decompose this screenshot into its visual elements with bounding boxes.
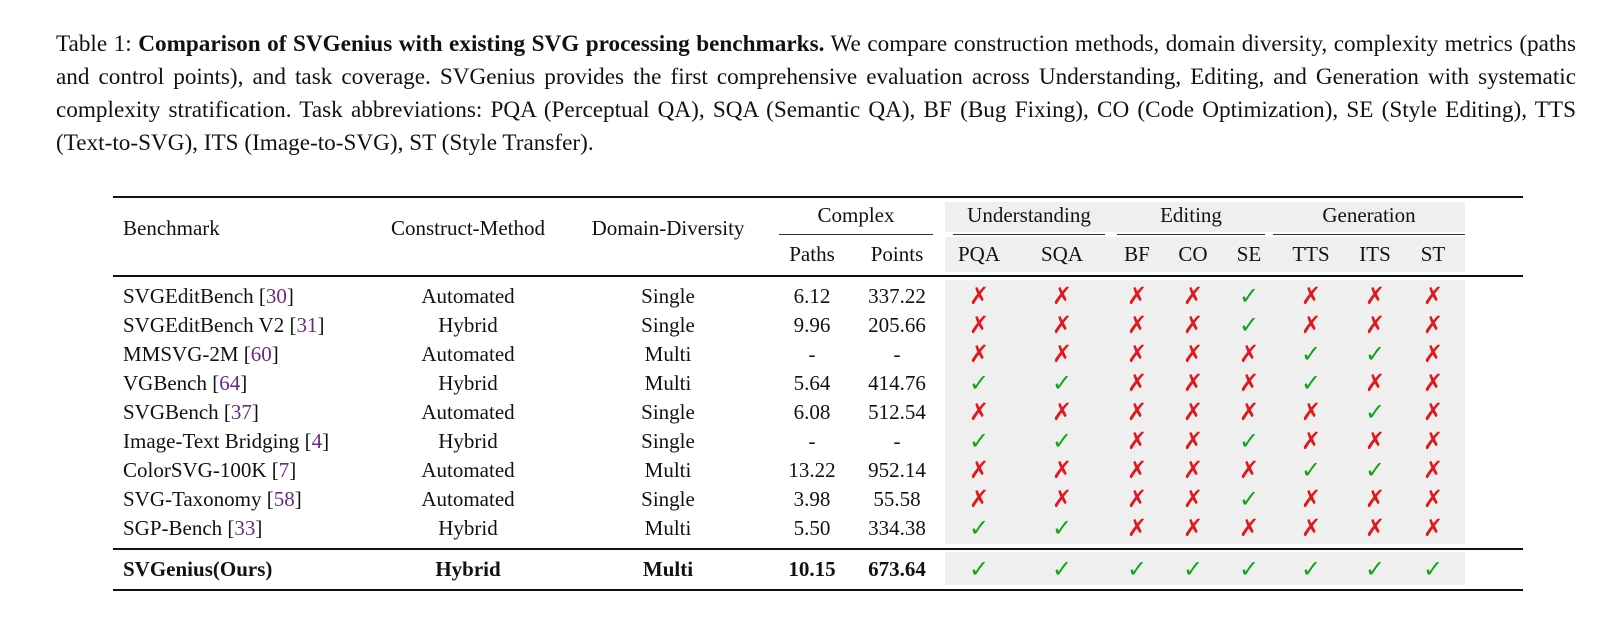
paths-cell: 6.12 — [793, 284, 831, 308]
cross-icon: ✗ — [1182, 282, 1204, 310]
cross-icon: ✗ — [1051, 456, 1073, 484]
benchmark-name-text: ColorSVG-100K — [123, 458, 267, 482]
benchmark-name-text: MMSVG-2M — [123, 342, 239, 366]
points-cell: 952.14 — [868, 458, 926, 482]
cross-icon: ✗ — [1182, 398, 1204, 426]
check-icon: ✓ — [1300, 555, 1322, 583]
check-icon: ✓ — [968, 555, 990, 583]
cross-icon: ✗ — [968, 485, 990, 513]
check-icon: ✓ — [1238, 427, 1260, 455]
cross-icon: ✗ — [968, 340, 990, 368]
domain-diversity-cell: Multi — [644, 516, 692, 540]
cross-icon: ✗ — [1238, 398, 1260, 426]
check-icon: ✓ — [1364, 456, 1386, 484]
cross-icon: ✗ — [1126, 485, 1148, 513]
cross-icon: ✗ — [1422, 514, 1444, 542]
construct-method-cell: Hybrid — [438, 313, 498, 337]
ours-rule — [113, 548, 1523, 550]
domain-diversity-cell: Single — [641, 487, 695, 511]
editing-underline — [1117, 234, 1265, 235]
cross-icon: ✗ — [1126, 340, 1148, 368]
header-task-se: SE — [1236, 242, 1262, 266]
check-icon: ✓ — [1051, 514, 1073, 542]
domain-diversity-cell: Multi — [642, 557, 694, 581]
construct-method-cell: Automated — [421, 342, 515, 366]
cross-icon: ✗ — [968, 311, 990, 339]
header-domain-diversity: Domain-Diversity — [591, 216, 745, 240]
paths-cell: 5.50 — [793, 516, 831, 540]
construct-method-cell: Automated — [421, 284, 515, 308]
benchmark-name-text: SVGEditBench — [123, 284, 254, 308]
cross-icon: ✗ — [1364, 514, 1386, 542]
domain-diversity-cell: Multi — [644, 458, 692, 482]
points-cell: - — [893, 429, 901, 453]
benchmark-name-text: SVGBench — [123, 400, 219, 424]
cross-icon: ✗ — [1300, 427, 1322, 455]
cross-icon: ✗ — [1051, 398, 1073, 426]
understanding-underline — [953, 234, 1105, 235]
check-icon: ✓ — [1051, 555, 1073, 583]
construct-method-cell: Hybrid — [438, 429, 498, 453]
citation-link[interactable]: 33 — [234, 516, 256, 540]
citation-link[interactable]: 60 — [250, 342, 272, 366]
cross-icon: ✗ — [1364, 311, 1386, 339]
benchmark-name: Image-Text Bridging [4] — [123, 429, 330, 453]
citation-link[interactable]: 64 — [219, 371, 241, 395]
citation-link[interactable]: 37 — [230, 400, 252, 424]
check-icon: ✓ — [1126, 555, 1148, 583]
cross-icon: ✗ — [1182, 340, 1204, 368]
cross-icon: ✗ — [1422, 369, 1444, 397]
check-icon: ✓ — [968, 427, 990, 455]
caption-text: We compare construction methods, domain diversity, complexity metrics (paths and control points), and task coverage. SVGenius provides the first comprehensive evaluation across Understanding, Editing, and Generation with systematic complexity stratification. Task abbreviations: PQA (Perceptual QA), SQA (Semantic QA), BF (Bug Fixing), CO (Code Optimization), SE (Style Editing), TTS (Text-to-SVG), ITS (Image-to-SVG), ST (Style Transfer). — [56, 31, 1577, 156]
paths-cell: 3.98 — [793, 487, 831, 511]
paths-cell: 9.96 — [793, 313, 831, 337]
benchmark-name: MMSVG-2M [60] — [123, 342, 279, 366]
header-complex: Complex — [817, 203, 895, 227]
cross-icon: ✗ — [1051, 311, 1073, 339]
header-generation: Generation — [1322, 203, 1416, 227]
benchmark-name-text: SVG-Taxonomy — [123, 487, 262, 511]
check-icon: ✓ — [1364, 555, 1386, 583]
domain-diversity-cell: Single — [641, 313, 695, 337]
paths-cell: 6.08 — [793, 400, 831, 424]
check-icon: ✓ — [1364, 340, 1386, 368]
check-icon: ✓ — [1238, 485, 1260, 513]
paths-cell: 13.22 — [788, 458, 836, 482]
cross-icon: ✗ — [1422, 340, 1444, 368]
caption-title: Comparison of SVGenius with existing SVG processing benchmarks. — [138, 31, 825, 57]
points-cell: 55.58 — [873, 487, 921, 511]
header-task-co: CO — [1178, 242, 1208, 266]
cross-icon: ✗ — [1126, 456, 1148, 484]
complex-underline — [779, 234, 933, 235]
header-points: Points — [870, 242, 924, 266]
construct-method-cell: Automated — [421, 400, 515, 424]
top-rule — [113, 196, 1523, 198]
check-icon: ✓ — [1051, 369, 1073, 397]
check-icon: ✓ — [968, 369, 990, 397]
header-construct-method: Construct-Method — [391, 216, 545, 240]
caption-label: Table 1: — [56, 31, 132, 57]
cross-icon: ✗ — [1238, 514, 1260, 542]
cross-icon: ✗ — [1364, 282, 1386, 310]
cross-icon: ✗ — [1051, 485, 1073, 513]
check-icon: ✓ — [1364, 398, 1386, 426]
header-benchmark: Benchmark — [123, 216, 220, 240]
cross-icon: ✗ — [1238, 369, 1260, 397]
domain-diversity-cell: Multi — [644, 371, 692, 395]
citation-link[interactable]: 4 — [311, 429, 323, 453]
cross-icon: ✗ — [1126, 369, 1148, 397]
cross-icon: ✗ — [1051, 282, 1073, 310]
cross-icon: ✗ — [968, 398, 990, 426]
table-caption — [56, 28, 1576, 160]
cross-icon: ✗ — [968, 282, 990, 310]
cross-icon: ✗ — [1364, 369, 1386, 397]
cross-icon: ✗ — [1126, 311, 1148, 339]
cross-icon: ✗ — [1238, 340, 1260, 368]
points-cell: 414.76 — [868, 371, 926, 395]
cross-icon: ✗ — [1300, 311, 1322, 339]
check-icon: ✓ — [1300, 340, 1322, 368]
points-cell: 334.38 — [868, 516, 926, 540]
benchmark-name: VGBench [64] — [123, 371, 248, 395]
construct-method-cell: Hybrid — [435, 557, 501, 581]
cross-icon: ✗ — [1126, 282, 1148, 310]
cross-icon: ✗ — [1422, 456, 1444, 484]
points-cell: - — [893, 342, 901, 366]
benchmark-name-text: SVGEditBench V2 — [123, 313, 285, 337]
cross-icon: ✗ — [1182, 311, 1204, 339]
cross-icon: ✗ — [1126, 427, 1148, 455]
cross-icon: ✗ — [1182, 456, 1204, 484]
check-icon: ✓ — [1238, 555, 1260, 583]
paths-cell: 5.64 — [793, 371, 831, 395]
check-icon: ✓ — [1300, 456, 1322, 484]
check-icon: ✓ — [1238, 311, 1260, 339]
cross-icon: ✗ — [1364, 485, 1386, 513]
cross-icon: ✗ — [1300, 485, 1322, 513]
cross-icon: ✗ — [1126, 514, 1148, 542]
benchmark-name: SVGEditBench [30] — [123, 284, 294, 308]
cross-icon: ✗ — [1300, 398, 1322, 426]
check-icon: ✓ — [1182, 555, 1204, 583]
header-rule — [113, 275, 1523, 277]
cross-icon: ✗ — [1422, 282, 1444, 310]
header-task-bf: BF — [1124, 242, 1150, 266]
header-task-sqa: SQA — [1040, 242, 1083, 266]
cross-icon: ✗ — [1126, 398, 1148, 426]
benchmark-name-text: SGP-Bench — [123, 516, 223, 540]
cross-icon: ✗ — [1182, 514, 1204, 542]
header-task-its: ITS — [1359, 242, 1391, 266]
benchmark-name — [123, 555, 272, 583]
benchmark-name: SGP-Bench [33] — [123, 516, 263, 540]
paths-cell: - — [808, 342, 816, 366]
cross-icon: ✗ — [1364, 427, 1386, 455]
domain-diversity-cell: Single — [641, 429, 695, 453]
header-task-pqa: PQA — [957, 242, 1000, 266]
domain-diversity-cell: Single — [641, 400, 695, 424]
bottom-rule — [113, 589, 1523, 591]
cross-icon: ✗ — [1182, 485, 1204, 513]
cross-icon: ✗ — [1300, 514, 1322, 542]
benchmark-name-text: SVGenius(Ours) — [123, 557, 273, 581]
construct-method-cell: Hybrid — [438, 516, 498, 540]
points-cell: 205.66 — [868, 313, 926, 337]
header-paths: Paths — [789, 242, 835, 266]
benchmark-name: SVG-Taxonomy [58] — [123, 487, 302, 511]
points-cell: 512.54 — [868, 400, 926, 424]
generation-underline — [1273, 234, 1465, 235]
cross-icon: ✗ — [1051, 340, 1073, 368]
header-understanding: Understanding — [967, 203, 1091, 227]
check-icon: ✓ — [1051, 427, 1073, 455]
check-icon: ✓ — [968, 514, 990, 542]
cross-icon: ✗ — [1422, 427, 1444, 455]
domain-diversity-cell: Single — [641, 284, 695, 308]
cross-icon: ✗ — [968, 456, 990, 484]
cross-icon: ✗ — [1182, 427, 1204, 455]
cross-icon: ✗ — [1422, 485, 1444, 513]
points-cell: 673.64 — [868, 557, 926, 581]
citation-link[interactable]: 30 — [265, 284, 287, 308]
citation-link[interactable]: 58 — [273, 487, 295, 511]
benchmark-name: SVGEditBench V2 [31] — [123, 313, 325, 337]
header-task-tts: TTS — [1292, 242, 1330, 266]
cross-icon: ✗ — [1182, 369, 1204, 397]
check-icon: ✓ — [1300, 369, 1322, 397]
points-cell: 337.22 — [868, 284, 926, 308]
paths-cell: - — [808, 429, 816, 453]
header-editing: Editing — [1160, 203, 1222, 227]
benchmark-name-text: VGBench — [123, 371, 207, 395]
benchmark-name: ColorSVG-100K [7] — [123, 458, 297, 482]
cross-icon: ✗ — [1422, 398, 1444, 426]
benchmark-name-text: Image-Text Bridging — [123, 429, 300, 453]
cross-icon: ✗ — [1422, 311, 1444, 339]
construct-method-cell: Automated — [421, 458, 515, 482]
check-icon: ✓ — [1422, 555, 1444, 583]
paths-cell: 10.15 — [788, 557, 836, 581]
benchmark-name: SVGBench [37] — [123, 400, 259, 424]
cross-icon: ✗ — [1300, 282, 1322, 310]
citation-link[interactable]: 7 — [278, 458, 290, 482]
domain-diversity-cell: Multi — [644, 342, 692, 366]
check-icon: ✓ — [1238, 282, 1260, 310]
cross-icon: ✗ — [1238, 456, 1260, 484]
construct-method-cell: Automated — [421, 487, 515, 511]
construct-method-cell: Hybrid — [438, 371, 498, 395]
header-task-st: ST — [1420, 242, 1446, 266]
citation-link[interactable]: 31 — [296, 313, 318, 337]
